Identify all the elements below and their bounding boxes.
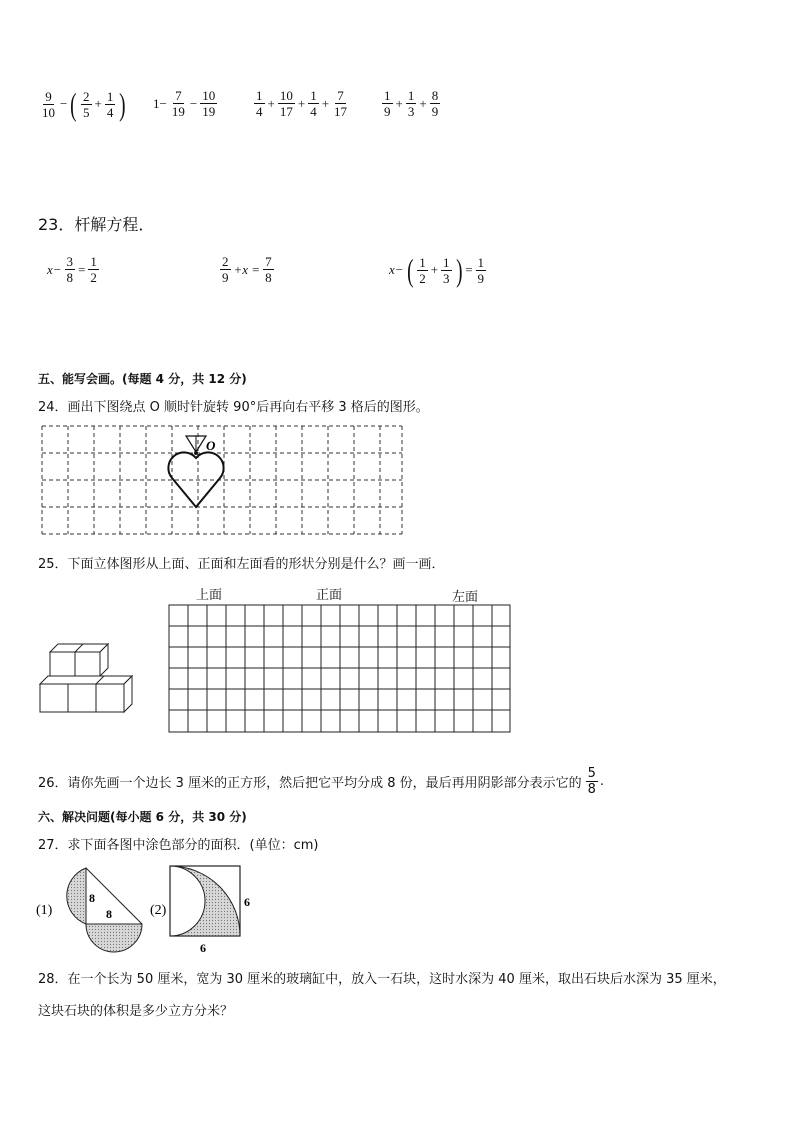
point-o-label: O — [206, 438, 216, 453]
section-6-heading: 六、解决问题(每小题 6 分，共 30 分) — [38, 810, 247, 824]
expression-3: $\frac{1}{4}$ + $\frac{10}{17}$ + $\frac{1}{4}$ + $\frac{7}{17}$ — [256, 88, 348, 119]
fig1-dim-a: 8 — [89, 891, 95, 905]
q24-text: 24．画出下图绕点 O 顺时针旋转 90°后再向右平移 3 格后的图形。 — [38, 400, 429, 415]
q25-answer-grid — [168, 604, 512, 734]
fig1-dim-b: 8 — [106, 907, 112, 921]
section-5-heading: 五、能写会画。(每题 4 分，共 12 分) — [38, 372, 247, 386]
equation-2: $\frac{2}{9}$ +x = $\frac{7}{8}$ — [222, 254, 272, 285]
right-paren: ) — [119, 86, 126, 122]
fig1-label: (1) — [36, 903, 53, 918]
label-left-view: 左面 — [452, 590, 479, 605]
expression-2: 1− $\frac{7}{19}$ − $\frac{10}{19}$ — [153, 88, 216, 119]
fig2-label: (2) — [150, 903, 167, 918]
q28-line-1: 28．在一个长为 50 厘米，宽为 30 厘米的玻璃缸中，放入一石块，这时水深为 40 厘米，取出石块后水深为 35 厘米， — [38, 972, 726, 987]
q26-text: 26．请你先画一个边长 3 厘米的正方形，然后把它平均分成 8 份，最后再用阴影部分表示它的 $\frac{5}{8}$ . — [38, 766, 605, 797]
fig1-lower-semicircle — [86, 924, 142, 952]
expression-4: $\frac{1}{9}$ + $\frac{1}{3}$ + $\frac{8}{9}$ — [384, 88, 439, 119]
fig2-bottom-label: 6 — [200, 941, 206, 955]
fig2-side-label: 6 — [244, 895, 250, 909]
q27-figures — [34, 862, 266, 958]
q25-text: 25．下面立体图形从上面、正面和左面看的形状分别是什么？画一画． — [38, 557, 445, 572]
q26-fraction: $\frac{5}{8}$ — [587, 766, 596, 797]
q24-dashed-grid — [40, 424, 404, 536]
answer-grid-lines — [169, 605, 510, 732]
fig1-upper-semicircle — [67, 868, 86, 924]
q27-text: 27．求下面各图中涂色部分的面积．(单位：cm) — [38, 838, 319, 853]
label-top-view: 上面 — [196, 588, 223, 603]
q26-sentence: 26．请你先画一个边长 3 厘米的正方形，然后把它平均分成 8 份，最后再用阴影部分表示它的 — [38, 776, 582, 791]
equation-3: x− ( $\frac{1}{2}$ + $\frac{1}{3}$ ) = $\frac{1}{9}$ — [389, 252, 485, 288]
q23-title: 23．杆解方程． — [38, 215, 155, 234]
fraction: $\frac{9}{10}$ — [42, 88, 55, 120]
grid-lines — [42, 426, 402, 534]
cubes-figure — [36, 640, 136, 716]
q28-line-2: 这块石块的体积是多少立方分米？ — [38, 1004, 234, 1019]
equation-1: x− $\frac{3}{8}$ = $\frac{1}{2}$ — [47, 254, 97, 285]
expression-1: $\frac{9}{10}$ − ( $\frac{2}{5}$ + $\frac{1}{4}$ ) — [42, 86, 126, 122]
fig2-shaded-crescent — [170, 866, 240, 936]
left-paren: ( — [70, 86, 77, 122]
label-front-view: 正面 — [316, 588, 343, 603]
